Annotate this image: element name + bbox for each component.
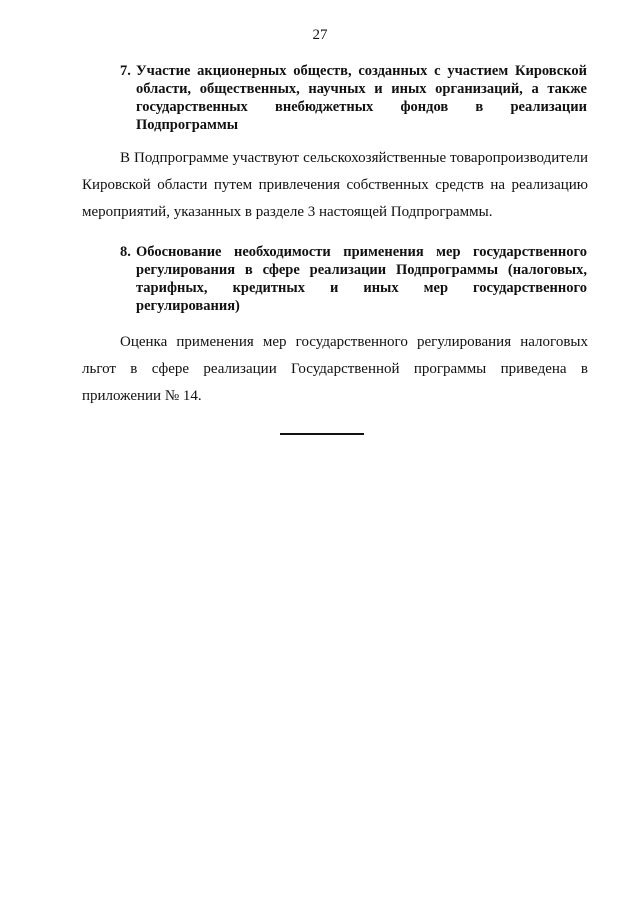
section-8-body: Оценка применения мер государственного регулирования налоговых льгот в сфере реализации Государственной программы приведена в приложении № 14. <box>82 334 588 404</box>
section-7-number: 7. <box>120 63 131 79</box>
section-8-number: 8. <box>120 244 131 260</box>
section-7-title: Участие акционерных обществ, созданных с участием Кировской области, общественных, научных и иных организаций, а также государственных внебюджетных фондов в реализации Подпрограммы <box>136 63 587 133</box>
section-8-heading <box>120 243 587 315</box>
page-number: 27 <box>312 27 328 43</box>
end-divider <box>280 433 364 435</box>
section-7-heading <box>120 62 587 134</box>
section-8-title: Обоснование необходимости применения мер государственного регулирования в сфере реализации Подпрограммы (налоговых, тарифных, кредитных и иных мер государственного регулирования) <box>136 244 587 314</box>
section-7-body: В Подпрограмме участвуют сельскохозяйственные товаропроизводители Кировской области путем привлечения собственных средств на реализацию мероприятий, указанных в разделе 3 настоящей Подпрограммы. <box>82 150 588 220</box>
